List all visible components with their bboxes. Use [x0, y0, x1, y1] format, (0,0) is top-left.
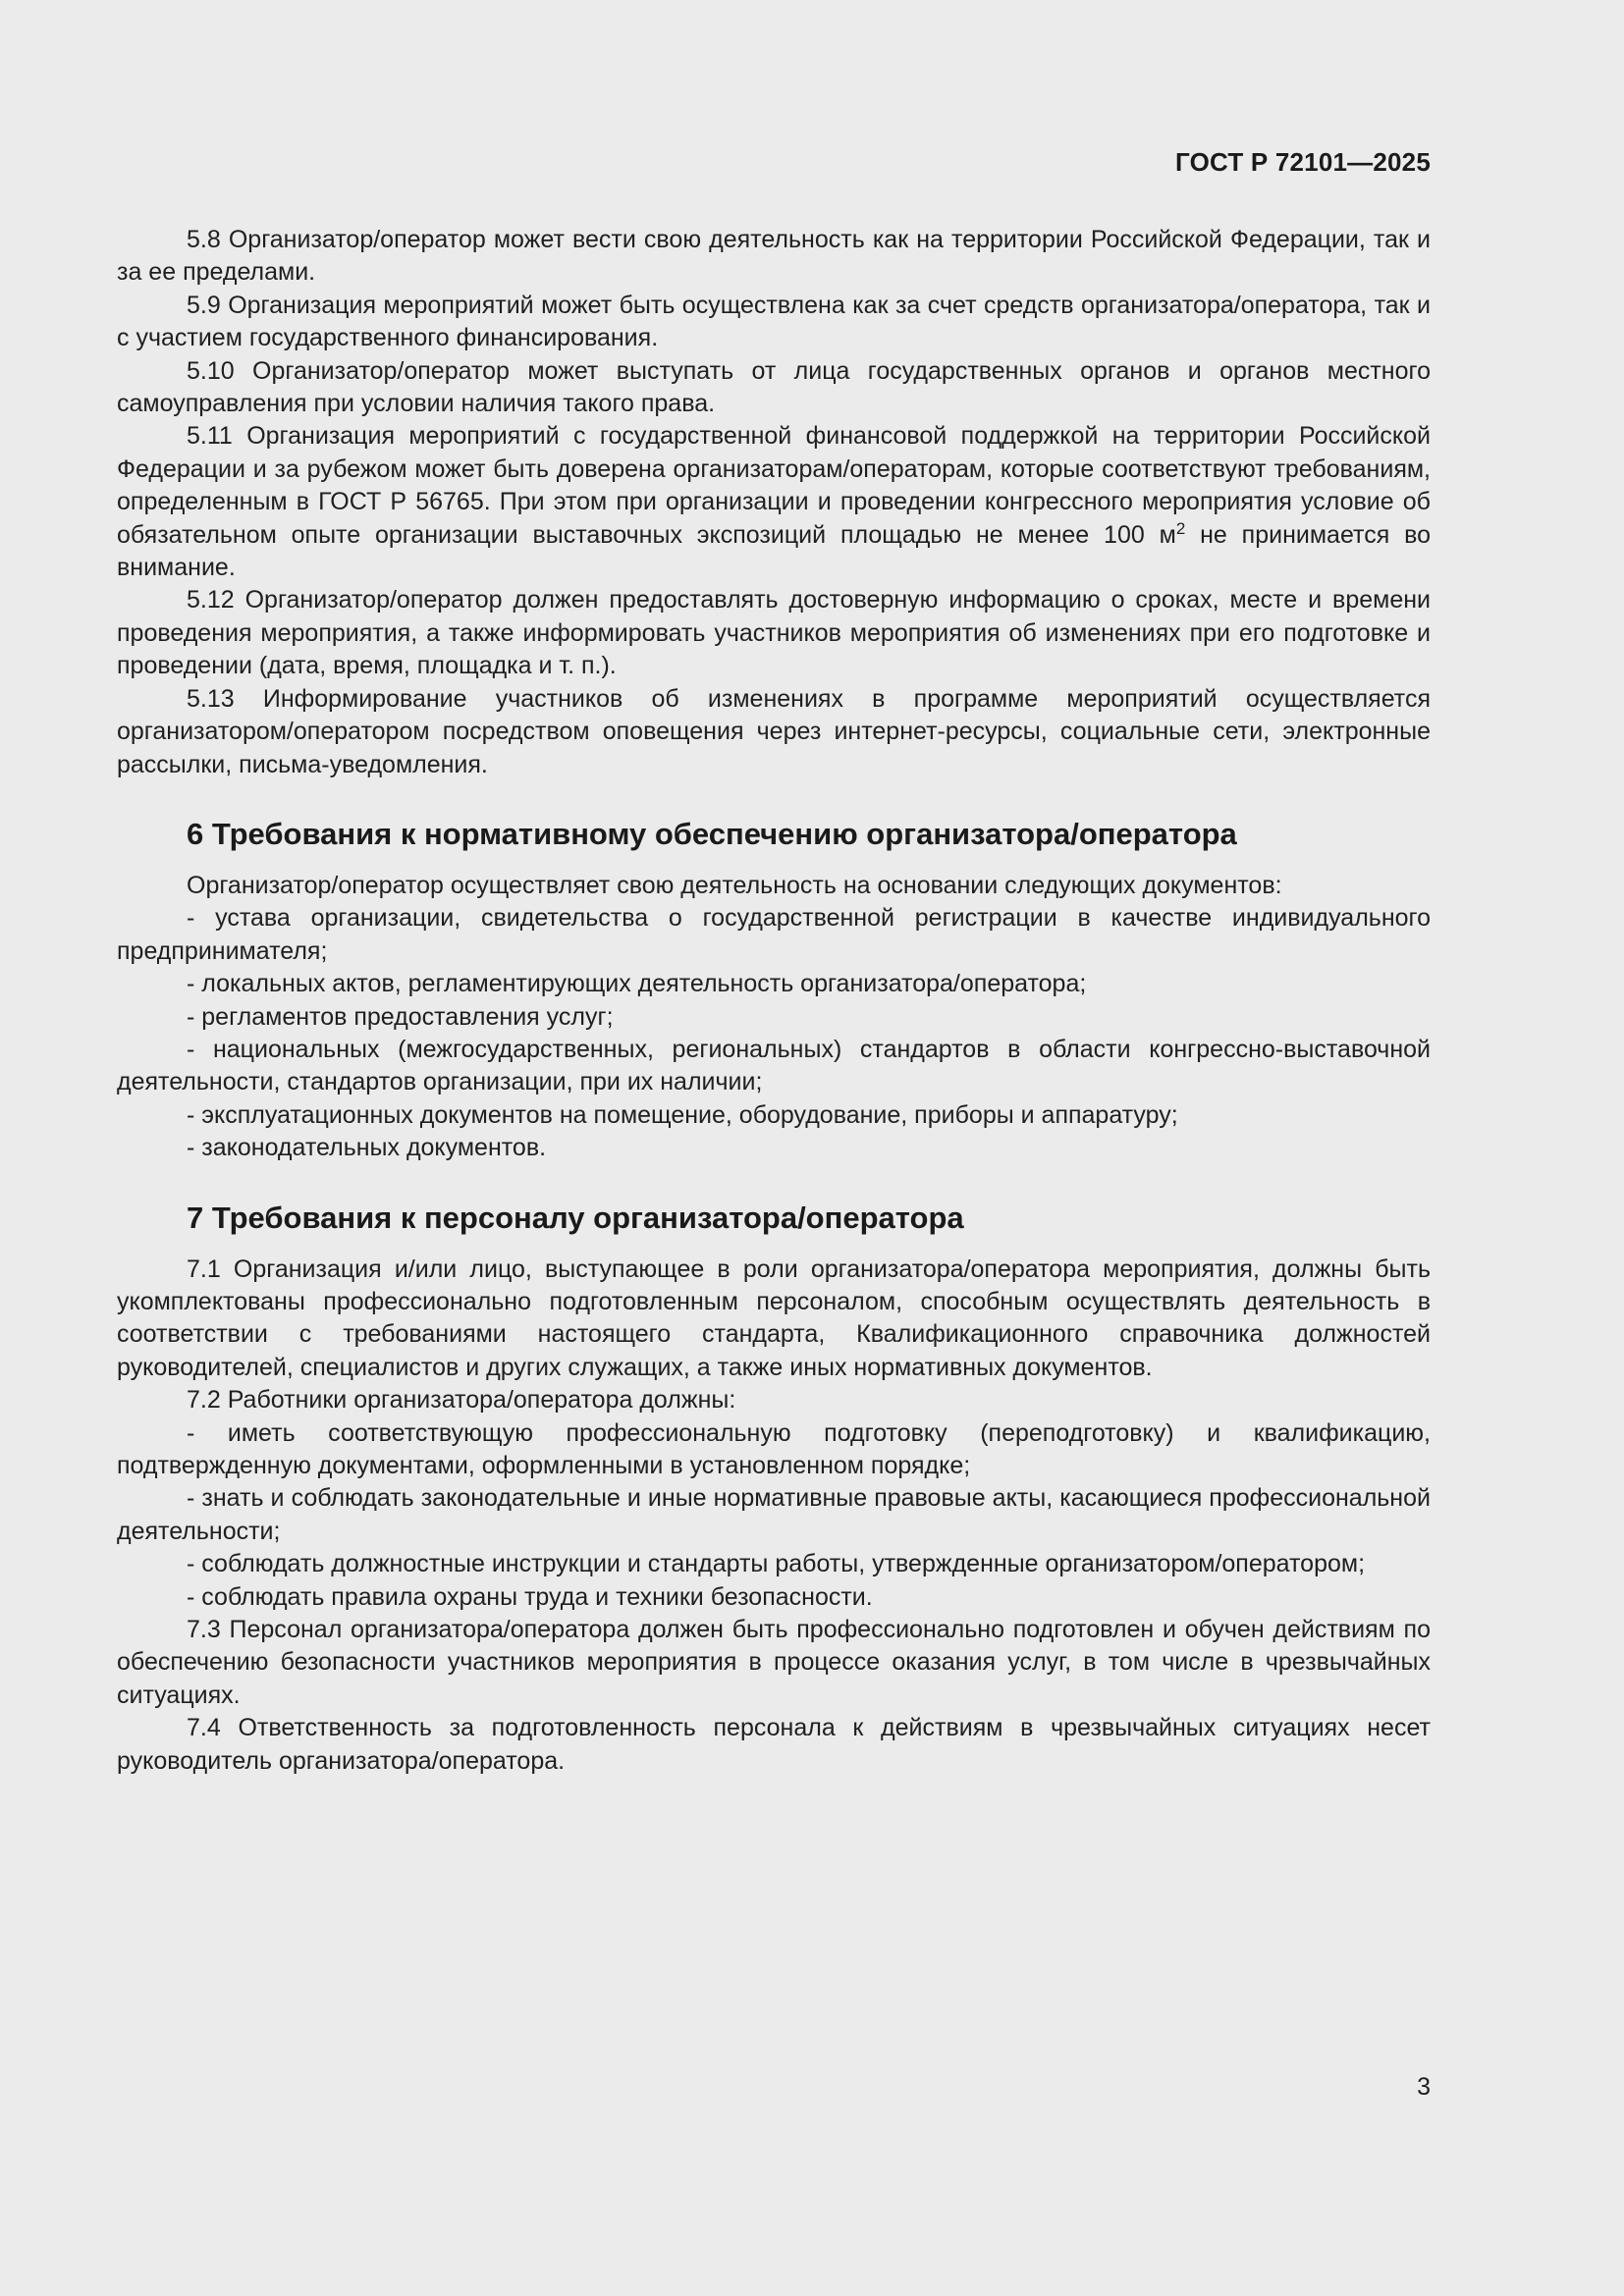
section-6-list-item: - локальных актов, регламентирующих деятельность организатора/оператора; — [187, 970, 1087, 998]
section-7-list-item: - соблюдать должностные инструкции и стандарты работы, утвержденные организатором/оператором; — [187, 1550, 1366, 1578]
clause-7-4: 7.4 Ответственность за подготовленность персонала к действиям в чрезвычайных ситуациях несет руководитель организатора/оператора. — [117, 1714, 1431, 1775]
section-6-intro: Организатор/оператор осуществляет свою деятельность на основании следующих документов: — [187, 871, 1282, 899]
clause-5-12: 5.12 Организатор/оператор должен предоставлять достоверную информацию о сроках, месте и времени проведения мероприятия, а также информировать участников мероприятия об изменениях при его подготовке и проведении (дата, время, площадка и т. п.). — [117, 586, 1431, 680]
section-6-list-item: - эксплуатационных документов на помещение, оборудование, приборы и аппаратуру; — [187, 1100, 1178, 1129]
document-code-header: ГОСТ Р 72101—2025 — [1175, 147, 1431, 177]
clause-7-2: 7.2 Работники организатора/оператора должны: — [187, 1386, 736, 1415]
clause-5-11-superscript: 2 — [1175, 518, 1186, 538]
page-number: 3 — [1417, 2073, 1431, 2101]
section-7-list-item: - соблюдать правила охраны труда и техники безопасности. — [187, 1582, 873, 1611]
clause-7-3: 7.3 Персонал организатора/оператора должен быть профессионально подготовлен и обучен действиям по обеспечению безопасности участников мероприятия в процессе оказания услуг, в том числе в чрезвычайных ситуациях. — [117, 1616, 1431, 1709]
document-body — [117, 224, 1431, 1778]
clause-5-9: 5.9 Организация мероприятий может быть осуществлена как за счет средств организатора/оператора, так и с участием государственного финансирования. — [117, 291, 1431, 352]
section-7-list-item: - иметь соответствующую профессиональную подготовку (переподготовку) и квалификацию, подтвержденную документами, оформленными в установленном порядке; — [117, 1418, 1431, 1479]
clause-5-13: 5.13 Информирование участников об изменениях в программе мероприятий осуществляется организатором/оператором посредством оповещения через интернет-ресурсы, социальные сети, электронные рассылки, письма-уведомления. — [117, 684, 1431, 778]
section-7-heading: 7 Требования к персоналу организатора/оператора — [187, 1200, 964, 1235]
clause-5-11-text: 5.11 Организация мероприятий с государственной финансовой поддержкой на территории Российской Федерации и за рубежом может быть доверена организаторам/операторам, которые соответствуют требованиям, определенным в ГОСТ Р 56765. При этом при организации и проведении конгрессного мероприятия условие об обязательном опыте организации выставочных экспозиций площадью не менее 100 м — [117, 422, 1431, 549]
clause-7-1: 7.1 Организация и/или лицо, выступающее в роли организатора/оператора мероприятия, должны быть укомплектованы профессионально подготовленным персоналом, способным осуществлять деятельность в соответствии с требованиями настоящего стандарта, Квалификационного справочника должностей руководителей, специалистов и других служащих, а также иных нормативных документов. — [117, 1255, 1431, 1381]
section-7-list-item: - знать и соблюдать законодательные и иные нормативные правовые акты, касающиеся профессиональной деятельности; — [117, 1484, 1431, 1545]
clause-5-8: 5.8 Организатор/оператор может вести свою деятельность как на территории Российской Федерации, так и за ее пределами. — [117, 226, 1431, 287]
section-6-list-item: - регламентов предоставления услуг; — [187, 1002, 614, 1031]
clause-5-10: 5.10 Организатор/оператор может выступать от лица государственных органов и органов местного самоуправления при условии наличия такого права. — [117, 356, 1431, 418]
clause-5-11 — [117, 420, 1431, 584]
section-6-heading: 6 Требования к нормативному обеспечению организатора/оператора — [187, 816, 1237, 851]
section-6-list-item: - национальных (межгосударственных, региональных) стандартов в области конгрессно-выставочной деятельности, стандартов организации, при их наличии; — [117, 1035, 1431, 1096]
section-6-list-item: - законодательных документов. — [187, 1134, 547, 1162]
clause-5-11-text-end: не принимается во внимание. — [117, 520, 1431, 582]
section-6-list-item: - устава организации, свидетельства о государственной регистрации в качестве индивидуального предпринимателя; — [117, 904, 1431, 965]
